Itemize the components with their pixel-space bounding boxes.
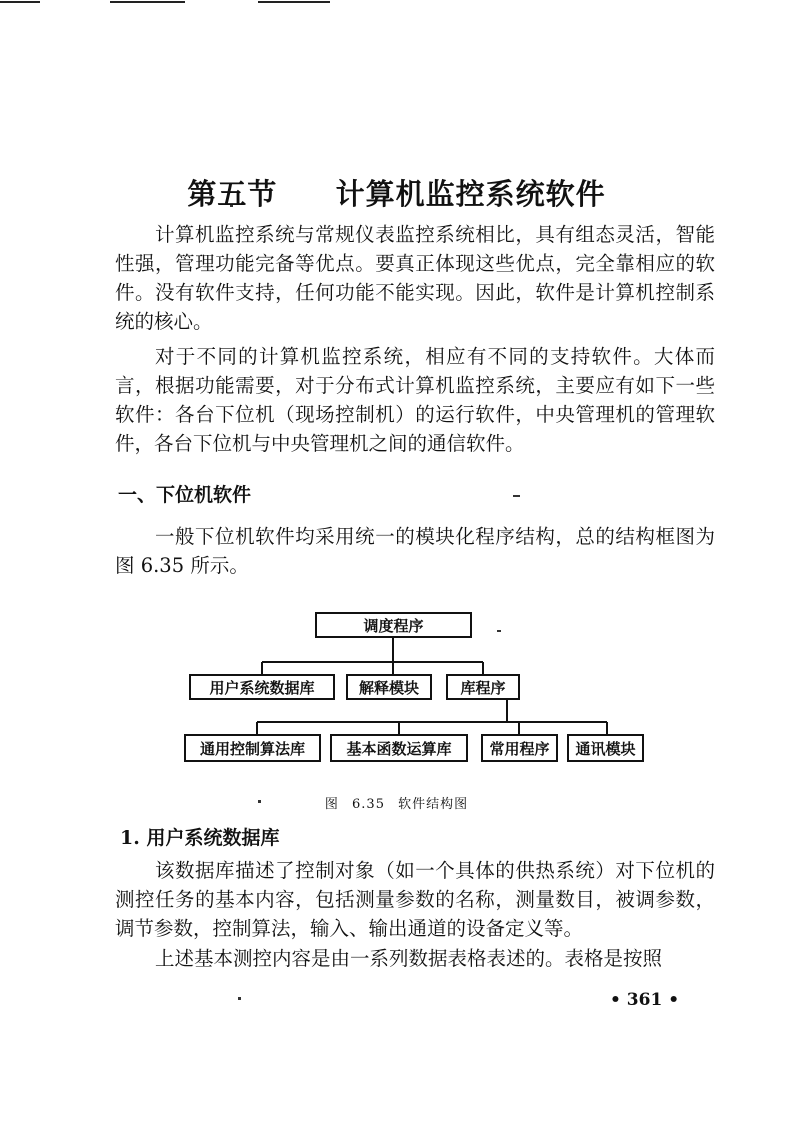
box-basic-function-lib: 基本函数运算库	[330, 734, 468, 762]
intro-paragraph-2: 对于不同的计算机监控系统，相应有不同的支持软件。大体而言，根据功能需要，对于分布式计算机监控系统，主要应有如下一些软件：各台下位机（现场控制机）的运行软件，中央管理机的管理软件，各台下位机与中央管理机之间的通信软件。	[115, 345, 715, 455]
box-communication-module: 通讯模块	[567, 734, 644, 762]
box-scheduler: 调度程序	[315, 612, 472, 638]
section-title: 第五节 计算机监控系统软件	[187, 177, 606, 212]
intro-paragraph-1: 计算机监控系统与常规仪表监控系统相比，具有组态灵活，智能性强，管理功能完备等优点。要真正体现这些优点，完全靠相应的软件。没有软件支持，任何功能不能实现。因此，软件是计算机控制系统的核心。	[115, 223, 715, 333]
subsection-paragraph-1: 该数据库描述了控制对象（如一个具体的供热系统）对下位机的测控任务的基本内容，包括测量参数的名称，测量数目，被调参数，调节参数，控制算法，输入、输出通道的设备定义等。	[115, 859, 715, 940]
box-control-algorithm-lib: 通用控制算法库	[184, 734, 321, 762]
box-interpreter-module: 解释模块	[346, 674, 432, 700]
page-number: • 361 •	[610, 990, 680, 1010]
figure-caption: 图 6.35 软件结构图	[324, 797, 469, 812]
section-intro-paragraph: 一般下位机软件均采用统一的模块化程序结构，总的结构框图为图 6.35 所示。	[115, 525, 715, 577]
section-heading: 一、下位机软件	[118, 484, 252, 506]
box-library-program: 库程序	[446, 674, 520, 700]
box-user-database: 用户系统数据库	[189, 674, 335, 700]
box-common-programs: 常用程序	[481, 734, 558, 762]
subsection-paragraph-2: 上述基本测控内容是由一系列数据表格表述的。表格是按照	[155, 947, 663, 970]
subsection-heading: 1. 用户系统数据库	[120, 827, 280, 849]
